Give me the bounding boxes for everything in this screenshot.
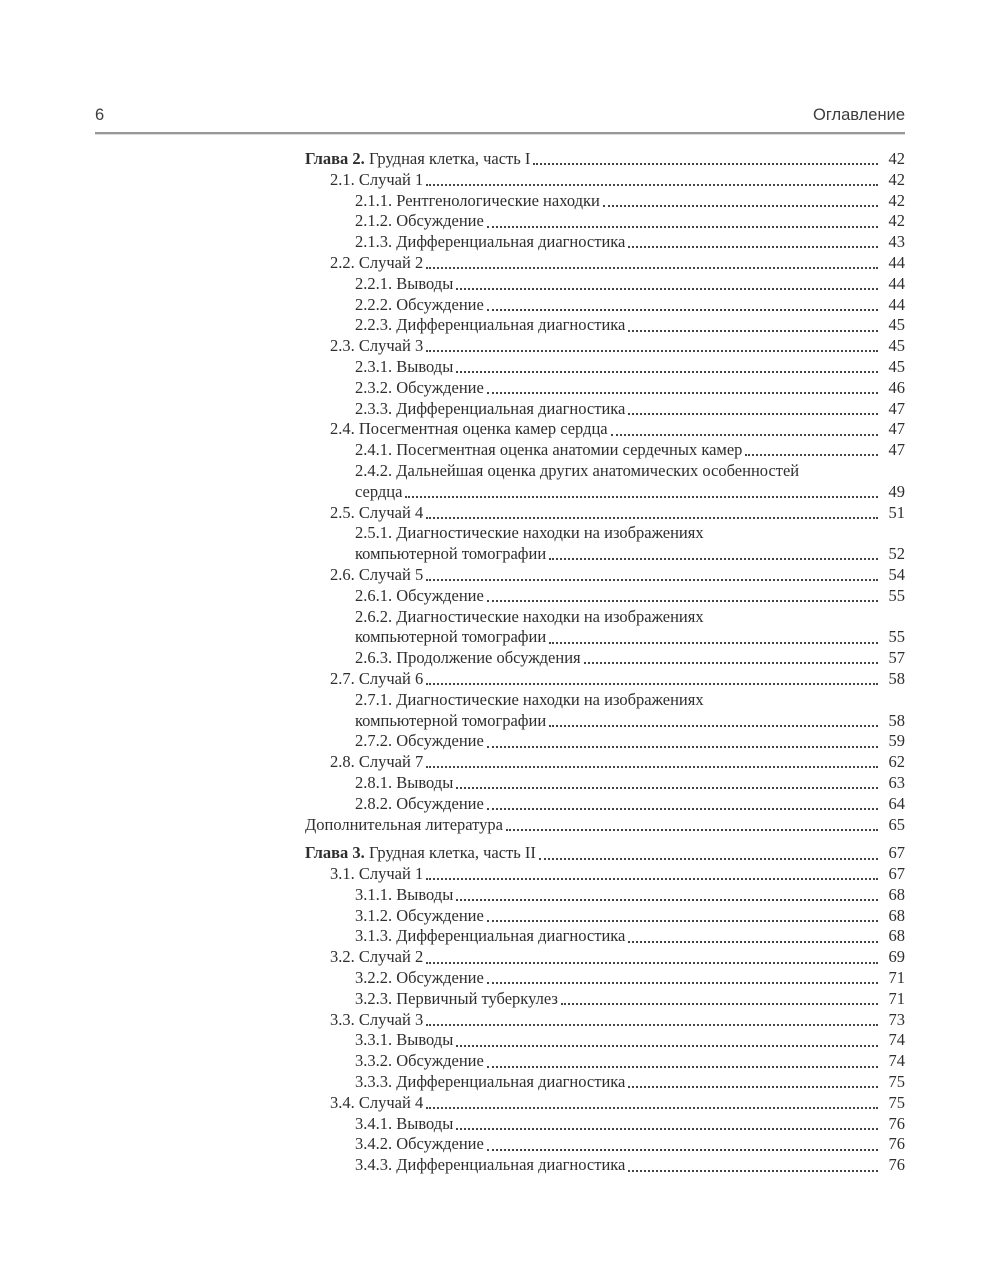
- toc-chapter-label: Глава 2.: [305, 149, 365, 168]
- toc-page-number: 68: [888, 884, 905, 904]
- toc-page-number: 42: [888, 211, 905, 231]
- toc-entry: [305, 1114, 905, 1135]
- toc-entry-text: 3.4.3. Дифференциальная диагностика: [355, 1155, 626, 1175]
- toc-entry-text: 2.3. Случай 3: [330, 336, 424, 356]
- toc-entry-text: 2.1.2. Обсуждение: [355, 211, 484, 231]
- toc-page-number: 57: [888, 648, 905, 668]
- toc-leader-dots: [487, 1066, 878, 1068]
- toc-leader-dots: [628, 941, 878, 943]
- toc-page-number: 67: [888, 864, 905, 884]
- toc-entry: [305, 1010, 905, 1031]
- toc-page-number: 52: [888, 544, 905, 564]
- toc-entry: [305, 357, 905, 378]
- toc-leader-dots: [426, 878, 878, 880]
- toc-entry: [305, 378, 905, 399]
- toc-entry: [305, 461, 905, 503]
- toc-entry: [305, 947, 905, 968]
- toc-page-number: 76: [888, 1113, 905, 1133]
- toc-entry: [305, 885, 905, 906]
- toc-page-number: 45: [888, 336, 905, 356]
- toc-entry-text: 2.4. Посегментная оценка камер сердца: [330, 419, 608, 439]
- toc-entry-text: 2.4.2. Дальнейшая оценка других анатомических особенностей: [355, 460, 800, 480]
- toc-entry: [305, 669, 905, 690]
- toc-entry: [305, 503, 905, 524]
- toc-chapter-entry: [305, 843, 905, 864]
- toc-page-number: 47: [888, 398, 905, 418]
- toc-leader-dots: [426, 766, 878, 768]
- toc-leader-dots: [628, 1086, 878, 1088]
- page-header: [95, 106, 905, 132]
- toc-entry-text: 2.7.1. Диагностические находки на изображениях: [355, 689, 704, 709]
- toc-leader-dots: [426, 1107, 878, 1109]
- toc-chapter-entry: [305, 149, 905, 170]
- toc-leader-dots: [584, 662, 878, 664]
- toc-leader-dots: [487, 808, 878, 810]
- toc-entry: [305, 989, 905, 1010]
- toc-leader-dots: [456, 787, 878, 789]
- toc-page-number: 47: [888, 419, 905, 439]
- toc-leader-dots: [405, 496, 878, 498]
- toc-entry: [305, 523, 905, 565]
- toc-entry-text: 3.3. Случай 3: [330, 1009, 424, 1029]
- toc-entry: [305, 419, 905, 440]
- toc-page-number: 63: [888, 772, 905, 792]
- toc-page-number: 67: [888, 843, 905, 863]
- toc-leader-dots: [426, 579, 878, 581]
- folio-page-number: 6: [95, 106, 105, 124]
- toc-leader-dots: [506, 829, 878, 831]
- toc-leader-dots: [549, 642, 878, 644]
- toc-leader-dots: [539, 858, 878, 860]
- toc-entry-text: 3.2.3. Первичный туберкулез: [355, 988, 558, 1008]
- toc-page-number: 46: [888, 377, 905, 397]
- toc-leader-dots: [611, 434, 878, 436]
- toc-entry: [305, 315, 905, 336]
- toc-page-number: 58: [888, 710, 905, 730]
- toc-entry-text: 2.7. Случай 6: [330, 668, 424, 688]
- toc-leader-dots: [487, 226, 878, 228]
- toc-entry-text: сердца: [355, 481, 403, 501]
- toc-entry-text: 2.5. Случай 4: [330, 502, 424, 522]
- toc-page-number: 71: [888, 968, 905, 988]
- toc-entry-text: 2.1.1. Рентгенологические находки: [355, 190, 600, 210]
- toc-page-number: 65: [888, 814, 905, 834]
- toc-entry-text: 3.4.1. Выводы: [355, 1113, 454, 1133]
- toc-page-number: 68: [888, 926, 905, 946]
- toc-leader-dots: [549, 558, 878, 560]
- toc-leader-dots: [456, 371, 878, 373]
- toc-leader-dots: [456, 899, 878, 901]
- toc-page-number: 55: [888, 627, 905, 647]
- toc-page-number: 75: [888, 1092, 905, 1112]
- toc-entry: [305, 648, 905, 669]
- toc-leader-dots: [456, 1128, 878, 1130]
- toc-entry: [305, 794, 905, 815]
- toc-page-number: 74: [888, 1030, 905, 1050]
- header-rule: [95, 132, 905, 135]
- toc-page-number: 43: [888, 232, 905, 252]
- toc-leader-dots: [426, 683, 878, 685]
- toc-entry: [305, 1030, 905, 1051]
- toc-leader-dots: [456, 288, 878, 290]
- toc-page-number: 42: [888, 149, 905, 168]
- toc-page-number: 76: [888, 1134, 905, 1154]
- toc-page-number: 71: [888, 988, 905, 1008]
- toc-entry-text: 3.2.2. Обсуждение: [355, 968, 484, 988]
- toc-chapter-label: Глава 3.: [305, 843, 365, 863]
- toc-entry-text: 2.3.2. Обсуждение: [355, 377, 484, 397]
- toc-entry: [305, 815, 905, 836]
- toc-entry-text: 2.7.2. Обсуждение: [355, 731, 484, 751]
- toc-leader-dots: [487, 920, 878, 922]
- toc-leader-dots: [426, 962, 878, 964]
- toc-page-number: 59: [888, 731, 905, 751]
- toc-entry-text: компьютерной томографии: [355, 710, 547, 730]
- toc-entry-text: 3.4. Случай 4: [330, 1092, 424, 1112]
- toc-page-number: 44: [888, 294, 905, 314]
- toc-entry-text: 3.1. Случай 1: [330, 864, 424, 884]
- toc-entry-text: 2.8.2. Обсуждение: [355, 793, 484, 813]
- toc-leader-dots: [487, 746, 878, 748]
- toc-page-number: 73: [888, 1009, 905, 1029]
- toc-entry: [305, 906, 905, 927]
- toc-entry: [305, 253, 905, 274]
- toc-leader-dots: [487, 309, 878, 311]
- toc-leader-dots: [628, 330, 878, 332]
- toc-entry: [305, 232, 905, 253]
- toc-leader-dots: [426, 267, 878, 269]
- toc-entry-text: 2.6. Случай 5: [330, 564, 424, 584]
- toc-leader-dots: [603, 205, 878, 207]
- toc-entry: [305, 586, 905, 607]
- toc-entry-text: Глава 3. Грудная клетка, часть II: [305, 843, 536, 863]
- toc-entry: [305, 211, 905, 232]
- toc-entry-text: 2.8. Случай 7: [330, 752, 424, 772]
- toc-entry: [305, 191, 905, 212]
- toc-entry-text: 3.1.2. Обсуждение: [355, 905, 484, 925]
- toc-leader-dots: [456, 1045, 878, 1047]
- toc-entry: [305, 440, 905, 461]
- toc-leader-dots: [745, 454, 878, 456]
- toc-page-number: 44: [888, 273, 905, 293]
- toc-page-number: 54: [888, 564, 905, 584]
- toc-entry-text: 2.6.2. Диагностические находки на изображениях: [355, 606, 704, 626]
- toc-entry: [305, 864, 905, 885]
- toc-page-number: 62: [888, 752, 905, 772]
- toc-leader-dots: [487, 600, 878, 602]
- toc-page-number: 42: [888, 190, 905, 210]
- toc-page-number: 75: [888, 1072, 905, 1092]
- toc-entry-text: 2.3.1. Выводы: [355, 356, 454, 376]
- toc-page-number: 76: [888, 1155, 905, 1175]
- toc-page-number: 68: [888, 905, 905, 925]
- toc-entry: [305, 399, 905, 420]
- toc-entry-text: 3.3.2. Обсуждение: [355, 1051, 484, 1071]
- toc-page-number: 47: [888, 440, 905, 460]
- toc-entry-text: 3.3.1. Выводы: [355, 1030, 454, 1050]
- toc-entry-text: 2.4.1. Посегментная оценка анатомии сердечных камер: [355, 440, 743, 460]
- toc-leader-dots: [487, 1149, 878, 1151]
- toc-entry: [305, 295, 905, 316]
- toc-leader-dots: [426, 517, 878, 519]
- toc-entry-text: 2.3.3. Дифференциальная диагностика: [355, 398, 626, 418]
- toc-entry: [305, 731, 905, 752]
- toc-entry-text: Дополнительная литература: [305, 814, 503, 834]
- toc-entry-text: 3.4.2. Обсуждение: [355, 1134, 484, 1154]
- toc-page-number: 49: [888, 481, 905, 501]
- toc-entry-text: 2.2.1. Выводы: [355, 273, 454, 293]
- toc-page-number: 42: [888, 169, 905, 189]
- toc-entry-text: 2.5.1. Диагностические находки на изображениях: [355, 523, 704, 543]
- toc-entry: [305, 274, 905, 295]
- toc-entry-text: 2.6.3. Продолжение обсуждения: [355, 648, 581, 668]
- toc-leader-dots: [628, 1170, 878, 1172]
- toc-entry: [305, 170, 905, 191]
- toc-entry-text: 3.2. Случай 2: [330, 947, 424, 967]
- toc-entry: [305, 690, 905, 732]
- table-of-contents: [305, 149, 905, 1176]
- toc-page-number: 58: [888, 668, 905, 688]
- toc-entry: [305, 926, 905, 947]
- toc-page-number: 74: [888, 1051, 905, 1071]
- toc-entry-text: 2.8.1. Выводы: [355, 772, 454, 792]
- toc-page-number: 44: [888, 252, 905, 272]
- toc-entry-text: 2.1. Случай 1: [330, 169, 424, 189]
- toc-entry: [305, 1072, 905, 1093]
- toc-leader-dots: [561, 1003, 878, 1005]
- toc-leader-dots: [628, 413, 878, 415]
- toc-entry-text: Глава 2. Грудная клетка, часть I: [305, 149, 531, 168]
- running-head-title: Оглавление: [813, 106, 905, 124]
- toc-leader-dots: [628, 246, 878, 248]
- toc-entry-text: 2.2. Случай 2: [330, 252, 424, 272]
- toc-page-number: 55: [888, 585, 905, 605]
- toc-entry-text: 2.6.1. Обсуждение: [355, 585, 484, 605]
- toc-entry: [305, 1134, 905, 1155]
- toc-entry-text: 3.1.1. Выводы: [355, 884, 454, 904]
- toc-entry-text: 2.2.2. Обсуждение: [355, 294, 484, 314]
- toc-entry: [305, 607, 905, 649]
- toc-entry-text: 3.3.3. Дифференциальная диагностика: [355, 1072, 626, 1092]
- toc-entry-text: 2.2.3. Дифференциальная диагностика: [355, 315, 626, 335]
- toc-entry: [305, 752, 905, 773]
- toc-leader-dots: [426, 350, 878, 352]
- toc-entry: [305, 773, 905, 794]
- toc-entry-text: 3.1.3. Дифференциальная диагностика: [355, 926, 626, 946]
- toc-page-number: 51: [888, 502, 905, 522]
- toc-leader-dots: [533, 163, 878, 165]
- toc-entry: [305, 1155, 905, 1176]
- toc-leader-dots: [487, 982, 878, 984]
- toc-entry-text: компьютерной томографии: [355, 627, 547, 647]
- toc-page-number: 45: [888, 315, 905, 335]
- toc-page-number: 45: [888, 356, 905, 376]
- toc-entry-text: 2.1.3. Дифференциальная диагностика: [355, 232, 626, 252]
- toc-entry: [305, 1051, 905, 1072]
- toc-leader-dots: [426, 1024, 878, 1026]
- toc-entry-text: компьютерной томографии: [355, 544, 547, 564]
- toc-entry: [305, 336, 905, 357]
- toc-entry: [305, 1093, 905, 1114]
- toc-leader-dots: [426, 184, 878, 186]
- toc-page-number: 69: [888, 947, 905, 967]
- toc-entry: [305, 968, 905, 989]
- toc-leader-dots: [487, 392, 878, 394]
- toc-page-number: 64: [888, 793, 905, 813]
- toc-entry: [305, 565, 905, 586]
- toc-leader-dots: [549, 725, 878, 727]
